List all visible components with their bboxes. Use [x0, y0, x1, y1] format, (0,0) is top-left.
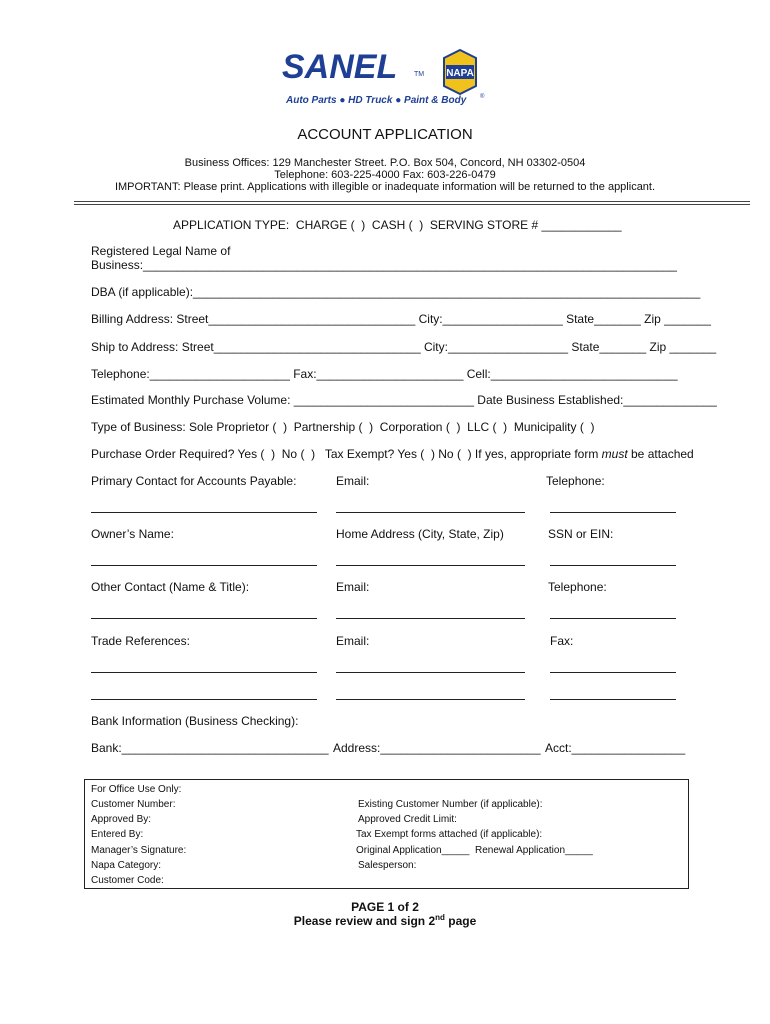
po-tax-end: be attached: [627, 447, 694, 461]
trade-fax-line-1[interactable]: [550, 672, 676, 673]
customer-number-label: Customer Number:: [91, 799, 176, 810]
review-sign-note: [0, 913, 770, 928]
trade-ref-line-2[interactable]: [91, 699, 317, 700]
email-line-1[interactable]: [336, 512, 525, 513]
contact-ap-label: Primary Contact for Accounts Payable:: [91, 474, 297, 488]
dba-field[interactable]: DBA (if applicable):____________________________________________________________________________: [91, 285, 701, 299]
fax-label: Fax:: [550, 634, 574, 648]
original-renewal-label: Original Application_____ Renewal Application_____: [356, 845, 593, 856]
business-offices: Business Offices: 129 Manchester Street. P.O. Box 504, Concord, NH 03302-0504: [184, 157, 586, 169]
review-text: Please review and sign 2: [293, 914, 436, 928]
important-note: IMPORTANT: Please print. Applications with illegible or inadequate information will be returned to the applicant.: [114, 181, 656, 193]
po-must: must: [601, 447, 628, 461]
logo-tm: TM: [414, 71, 425, 78]
customer-code-label: Customer Code:: [91, 875, 164, 886]
telephone-line-1[interactable]: [550, 512, 676, 513]
bank-field[interactable]: Bank:_______________________________: [91, 741, 329, 755]
home-address-line[interactable]: [336, 565, 525, 566]
legal-name-field[interactable]: Business:________________________________________________________________________________: [91, 258, 677, 272]
contact-ap-line[interactable]: [91, 512, 317, 513]
acct-field[interactable]: Acct:_________________: [545, 741, 686, 755]
email-line-2[interactable]: [336, 618, 525, 619]
page-title: ACCOUNT APPLICATION: [297, 126, 473, 143]
approved-credit-label: Approved Credit Limit:: [358, 814, 457, 825]
home-address-label: Home Address (City, State, Zip): [336, 527, 504, 541]
entered-by-label: Entered By:: [91, 829, 144, 840]
telephone-line-2[interactable]: [550, 618, 676, 619]
application-type[interactable]: APPLICATION TYPE: CHARGE ( ) CASH ( ) SERVING STORE # ____________: [173, 218, 622, 232]
trade-email-line-1[interactable]: [336, 672, 525, 673]
tax-exempt-forms-label: Tax Exempt forms attached (if applicable):: [356, 829, 543, 840]
po-tax-text: Purchase Order Required? Yes ( ) No ( ) Tax Exempt? Yes ( ) No ( ) If yes, appropriate form: [91, 447, 602, 461]
sanel-napa-logo: [280, 46, 495, 108]
napa-reg: ®: [480, 94, 485, 100]
review-end: page: [444, 914, 477, 928]
trade-fax-line-2[interactable]: [550, 699, 676, 700]
bank-address-field[interactable]: Address:________________________: [333, 741, 541, 755]
telephone-label-2: Telephone:: [548, 580, 607, 594]
page-number: PAGE 1 of 2: [351, 900, 419, 914]
ship-address-field[interactable]: Ship to Address: Street_______________________________ City:__________________ State_______ Zip _______: [91, 340, 717, 354]
other-contact-line[interactable]: [91, 618, 317, 619]
logo-tagline: Auto Parts ● HD Truck ● Paint & Body: [286, 95, 467, 106]
ssn-label: SSN or EIN:: [548, 527, 614, 541]
legal-name-label: Registered Legal Name of: [91, 244, 231, 258]
po-tax-exempt[interactable]: [91, 447, 694, 461]
logo-brand: SANEL: [282, 48, 398, 86]
volume-date-field[interactable]: Estimated Monthly Purchase Volume: ___________________________ Date Business Established:______________: [91, 393, 717, 407]
other-contact-label: Other Contact (Name & Title):: [91, 580, 250, 594]
telephone-fax-cell-field[interactable]: Telephone:_____________________ Fax:______________________ Cell:____________________________: [91, 367, 678, 381]
approved-by-label: Approved By:: [91, 814, 152, 825]
office-use-title: For Office Use Only:: [91, 784, 182, 795]
trade-email-line-2[interactable]: [336, 699, 525, 700]
owner-label: Owner’s Name:: [91, 527, 174, 541]
type-of-business[interactable]: Type of Business: Sole Proprietor ( ) Partnership ( ) Corporation ( ) LLC ( ) Municipality ( ): [91, 420, 595, 434]
telephone-label-1: Telephone:: [546, 474, 605, 488]
ssn-line[interactable]: [550, 565, 676, 566]
email-label-1: Email:: [336, 474, 370, 488]
email-label-3: Email:: [336, 634, 370, 648]
existing-customer-label: Existing Customer Number (if applicable):: [358, 799, 543, 810]
trade-ref-line-1[interactable]: [91, 672, 317, 673]
review-sup: nd: [435, 913, 445, 922]
owner-line[interactable]: [91, 565, 317, 566]
logo-graphic: [280, 46, 495, 108]
salesperson-label: Salesperson:: [358, 860, 417, 871]
phone-fax: Telephone: 603-225-4000 Fax: 603-226-0479: [274, 169, 496, 181]
trade-references-label: Trade References:: [91, 634, 190, 648]
header-rule-top: [74, 201, 750, 202]
napa-text: NAPA: [446, 68, 474, 79]
header-rule-bottom: [74, 204, 750, 205]
manager-signature-label: Manager’s Signature:: [91, 845, 187, 856]
bank-info-label: Bank Information (Business Checking):: [91, 714, 299, 728]
billing-address-field[interactable]: Billing Address: Street_______________________________ City:__________________ State_______ Zip _______: [91, 312, 711, 326]
email-label-2: Email:: [336, 580, 370, 594]
napa-category-label: Napa Category:: [91, 860, 162, 871]
